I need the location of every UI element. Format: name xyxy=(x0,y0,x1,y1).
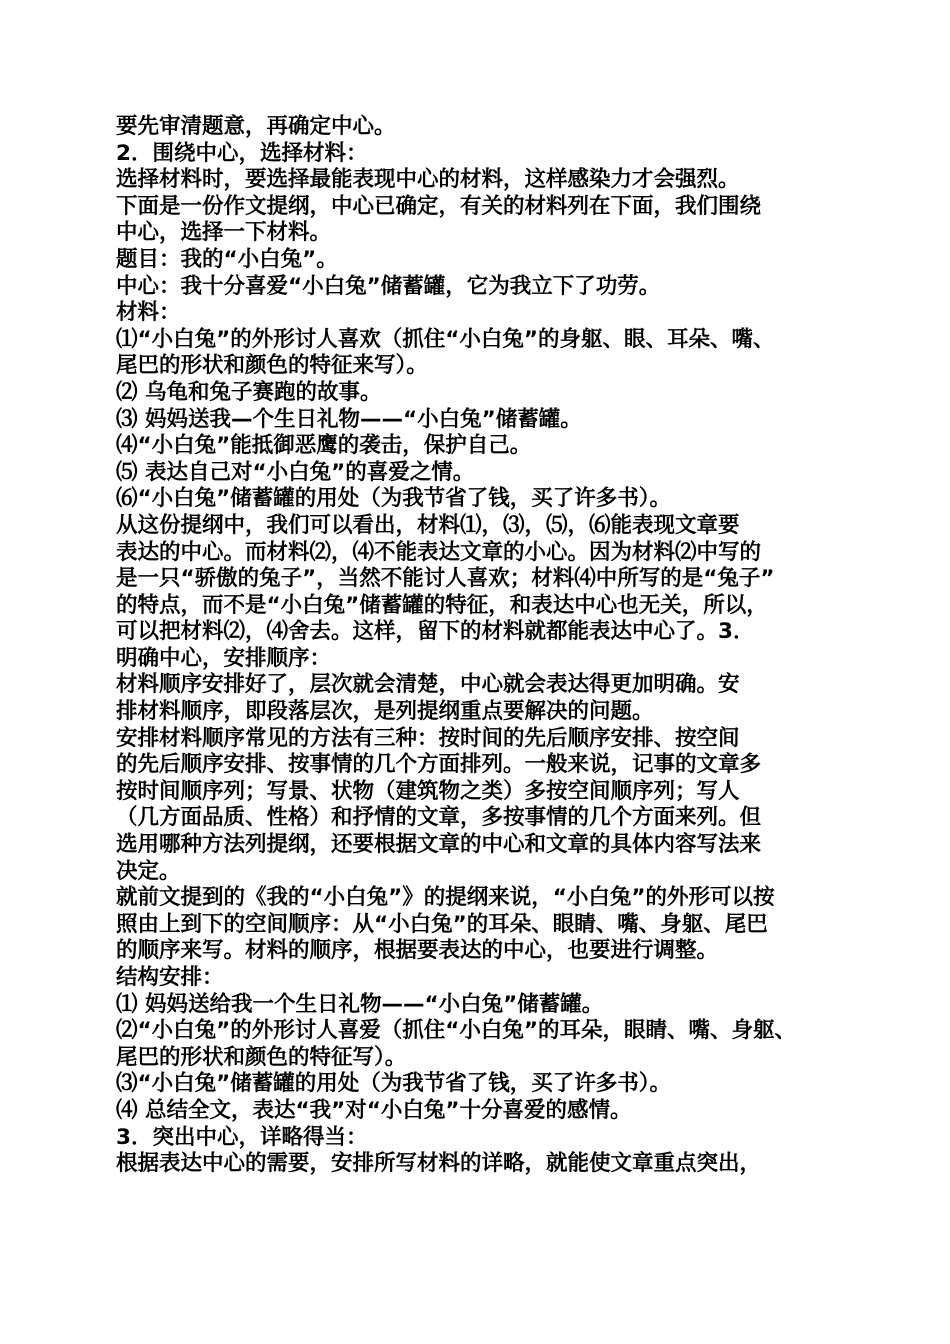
document-body xyxy=(116,114,838,1178)
text-line: 中心，选择一下材料。 xyxy=(116,220,332,246)
text-line: ⑵“小白兔”的外形讨人喜爱（抓住“小白兔”的耳朵，眼睛、嘴、身躯、 xyxy=(116,1018,797,1044)
text-line: ⑷“小白兔”能抵御恶鹰的袭击，保护自己。 xyxy=(116,433,532,459)
text-line: 从这份提纲中，我们可以看出，材料⑴，⑶，⑸，⑹能表现文章要 xyxy=(116,512,740,538)
text-line: ⑴“小白兔”的外形讨人喜欢（抓住“小白兔”的身躯、眼、耳朵、嘴、 xyxy=(116,326,775,352)
text-line: 要先审清题意，再确定中心。 xyxy=(116,114,396,139)
text-line: 表达的中心。而材料⑵，⑷不能表达文章的小心。因为材料⑵中写的 xyxy=(116,539,762,565)
text-line: ⑸ 表达自己对“小白兔”的喜爱之情。 xyxy=(116,459,475,485)
text-line: 可以把材料⑵，⑷舍去。这样，留下的材料就都能表达中心了。3． xyxy=(116,619,755,645)
text-line: （几方面品质、性格）和抒情的文章，多按事情的几个方面来列。但 xyxy=(116,805,762,831)
text-line: 明确中心，安排顺序： xyxy=(116,645,332,671)
text-line: 尾巴的形状和颜色的特征写）。 xyxy=(116,1044,407,1070)
text-line: 照由上到下的空间顺序：从“小白兔”的耳朵、眼睛、嘴、身躯、尾巴 xyxy=(116,911,768,937)
text-line: 根据表达中心的需要，安排所写材料的详略，就能使文章重点突出， xyxy=(116,1151,762,1177)
text-line: 2．围绕中心，选择材料： xyxy=(116,140,368,166)
text-line: 题目：我的“小白兔”。 xyxy=(116,246,338,272)
text-line: 安排材料顺序常见的方法有三种：按时间的先后顺序安排、按空间 xyxy=(116,725,740,751)
text-line: 材料顺序安排好了，层次就会清楚，中心就会表达得更加明确。安 xyxy=(116,672,740,698)
text-line: 的顺序来写。材料的顺序，根据要表达的中心，也要进行调整。 xyxy=(116,938,719,964)
text-line: 尾巴的形状和颜色的特征来写）。 xyxy=(116,353,428,379)
text-line: 排材料顺序，即段落层次，是列提纲重点要解决的问题。 xyxy=(116,699,654,725)
text-line: ⑶ 妈妈送我—个生日礼物——“小白兔”储蓄罐。 xyxy=(116,406,582,432)
text-line: ⑹“小白兔”储蓄罐的用处（为我节省了钱，买了许多书）。 xyxy=(116,486,672,512)
text-line: 中心：我十分喜爱“小白兔”储蓄罐，它为我立下了功劳。 xyxy=(116,273,661,299)
text-line: 的特点，而不是“小白兔”储蓄罐的特征，和表达中心也无关，所以， xyxy=(116,592,768,618)
text-line: 选用哪种方法列提纲，还要根据文章的中心和文章的具体内容写法来 xyxy=(116,832,762,858)
text-line: 材料： xyxy=(116,300,181,326)
text-line: ⑷ 总结全文，表达“我”对“小白兔”十分喜爱的感情。 xyxy=(116,1097,632,1123)
text-line: 是一只“骄傲的兔子”，当然不能讨人喜欢；材料⑷中所写的是“兔子” xyxy=(116,566,775,592)
text-line: ⑵ 乌龟和兔子赛跑的故事。 xyxy=(116,379,382,405)
text-line: 的先后顺序安排、按事情的几个方面排列。一般来说，记事的文章多 xyxy=(116,752,762,778)
text-line: 决定。 xyxy=(116,858,181,884)
text-line: 选择材料时，要选择最能表现中心的材料，这样感染力才会强烈。 xyxy=(116,167,740,193)
text-line: 下面是一份作文提纲，中心已确定，有关的材料列在下面，我们围绕 xyxy=(116,193,762,219)
text-line: ⑴ 妈妈送给我一个生日礼物——“小白兔”储蓄罐。 xyxy=(116,991,604,1017)
text-line: ⑶“小白兔”储蓄罐的用处（为我节省了钱，买了许多书）。 xyxy=(116,1071,672,1097)
text-line: 3．突出中心，详略得当： xyxy=(116,1124,368,1150)
text-line: 按时间顺序列；写景、状物（建筑物之类）多按空间顺序列；写人 xyxy=(116,778,740,804)
text-line: 就前文提到的《我的“小白兔”》的提纲来说，“小白兔”的外形可以按 xyxy=(116,885,775,911)
text-line: 结构安排： xyxy=(116,965,224,990)
